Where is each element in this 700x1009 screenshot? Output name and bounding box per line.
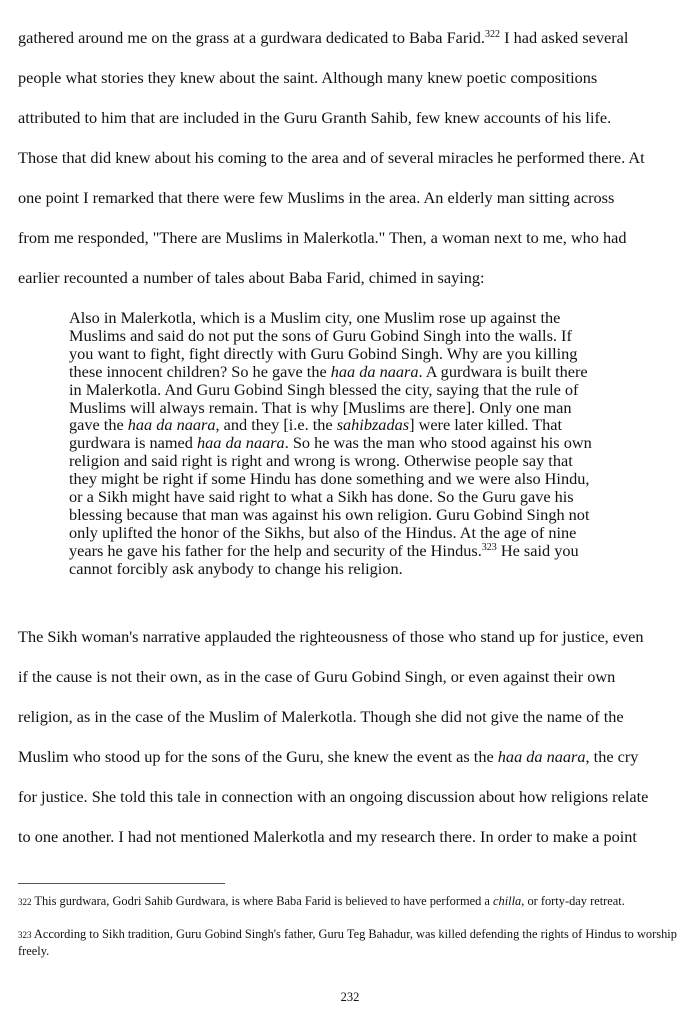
quote-line xyxy=(69,416,562,434)
text-line xyxy=(18,627,644,647)
footnote-marker: 323 xyxy=(481,541,497,553)
text-line xyxy=(18,667,615,687)
text-run: to one another. I had not mentioned Malerkotla and my research there. In order to make a point xyxy=(18,827,637,846)
text-line xyxy=(18,108,611,128)
text-run: , or forty-day retreat. xyxy=(521,894,625,908)
text-run: cannot forcibly ask anybody to change his religion. xyxy=(69,558,403,578)
quote-line xyxy=(69,452,573,470)
text-line xyxy=(18,188,614,208)
quote-line xyxy=(69,542,579,560)
italic-term: haa da naara xyxy=(127,415,216,435)
text-line xyxy=(18,747,638,767)
text-run: in Malerkotla. And Guru Gobind Singh blessed the city, saying that the rule of xyxy=(69,379,579,399)
text-run: these innocent children? So he gave the xyxy=(69,361,331,381)
text-run: people what stories they knew about the saint. Although many knew poetic compositions xyxy=(18,68,598,87)
text-run: According to Sikh tradition, Guru Gobind Singh's father, Guru Teg Bahadur, was killed defending the rights of Hindus to worship freely. xyxy=(18,927,677,958)
text-run: Muslims will always remain. That is why [Muslims are there]. Only one man xyxy=(69,397,572,417)
text-line xyxy=(18,787,648,807)
text-run: . So he was the man who stood against his own xyxy=(284,433,592,453)
quote-line xyxy=(69,327,572,345)
text-run: Those that did knew about his coming to the area and of several miracles he performed there. At xyxy=(18,148,645,167)
text-run: only uplifted the honor of the Sikhs, but also of the Hindus. At the age of nine xyxy=(69,522,577,542)
text-run: Also in Malerkotla, which is a Muslim city, one Muslim rose up against the xyxy=(69,308,561,327)
text-run: Muslim who stood up for the sons of the Guru, she knew the event as the xyxy=(18,747,498,766)
italic-term: sahibzadas xyxy=(336,415,410,435)
quote-line xyxy=(69,488,574,506)
text-line xyxy=(18,68,597,88)
text-run: This gurdwara, Godri Sahib Gurdwara, is where Baba Farid is believed to have performed a xyxy=(31,894,494,908)
text-run: if the cause is not their own, as in the case of Guru Gobind Singh, or even against their own xyxy=(18,667,616,686)
text-run: , the cry xyxy=(585,747,639,766)
text-run: they might be right if some Hindu has done something and we were also Hindu, xyxy=(69,469,590,489)
footnote xyxy=(18,893,688,910)
text-run: or a Sikh might have said right to what a Sikh has done. So the Guru gave his xyxy=(69,487,574,506)
text-run: gurdwara is named xyxy=(69,433,197,453)
quote-line xyxy=(69,399,572,417)
text-run: earlier recounted a number of tales about Baba Farid, chimed in saying: xyxy=(18,268,485,287)
text-run: attributed to him that are included in the Guru Granth Sahib, few knew accounts of his life. xyxy=(18,108,612,127)
text-run: The Sikh woman's narrative applauded the righteousness of those who stand up for justice, even xyxy=(18,627,644,646)
page-number: 232 xyxy=(340,990,360,1004)
text-line xyxy=(18,827,637,847)
quote-line xyxy=(69,506,589,524)
text-run: from me responded, "There are Muslims in Malerkotla." Then, a woman next to me, who had xyxy=(18,228,627,247)
text-run: for justice. She told this tale in connection with an ongoing discussion about how religions relate xyxy=(18,787,649,806)
text-run: blessing because that man was against his own religion. Guru Gobind Singh not xyxy=(69,504,590,524)
text-run: years he gave his father for the help and security of the Hindus. xyxy=(69,540,482,560)
text-line xyxy=(18,228,626,248)
text-run: , and they [i.e. the xyxy=(215,415,337,435)
text-line xyxy=(18,707,624,727)
text-line xyxy=(18,28,628,48)
quote-line xyxy=(69,470,589,488)
italic-term: haa da naara xyxy=(330,361,419,381)
footnote xyxy=(18,926,688,959)
quote-line xyxy=(69,381,578,399)
text-run: I had asked several xyxy=(500,28,629,47)
text-run: ] were later killed. That xyxy=(409,415,563,435)
text-run: religion and said right is right and wrong is wrong. Otherwise people say that xyxy=(69,451,573,471)
text-line xyxy=(18,268,485,288)
text-run: Muslims and said do not put the sons of Guru Gobind Singh into the walls. If xyxy=(69,325,572,345)
text-run: one point I remarked that there were few Muslims in the area. An elderly man sitting across xyxy=(18,188,615,207)
quote-line xyxy=(69,524,576,542)
text-run: He said you xyxy=(496,540,579,560)
quote-line xyxy=(69,363,588,381)
text-run: gathered around me on the grass at a gurdwara dedicated to Baba Farid. xyxy=(18,28,486,47)
quote-line xyxy=(69,345,577,363)
footnote-marker: 322 xyxy=(18,897,32,907)
text-run: religion, as in the case of the Muslim of Malerkotla. Though she did not give the name of the xyxy=(18,707,624,726)
text-run: gave the xyxy=(69,415,128,435)
text-run: . A gurdwara is built there xyxy=(418,361,588,381)
quote-line xyxy=(69,434,592,452)
quote-line xyxy=(69,560,403,578)
footnote-separator xyxy=(18,883,225,884)
text-line xyxy=(18,148,645,168)
italic-term: haa da naara xyxy=(196,433,285,453)
text-run: you want to fight, fight directly with Guru Gobind Singh. Why are you killing xyxy=(69,343,578,363)
italic-term: chilla xyxy=(493,894,522,908)
italic-term: haa da naara xyxy=(497,747,586,766)
quote-line xyxy=(69,309,560,327)
footnote-marker: 323 xyxy=(18,930,32,940)
footnote-marker: 322 xyxy=(485,29,501,40)
